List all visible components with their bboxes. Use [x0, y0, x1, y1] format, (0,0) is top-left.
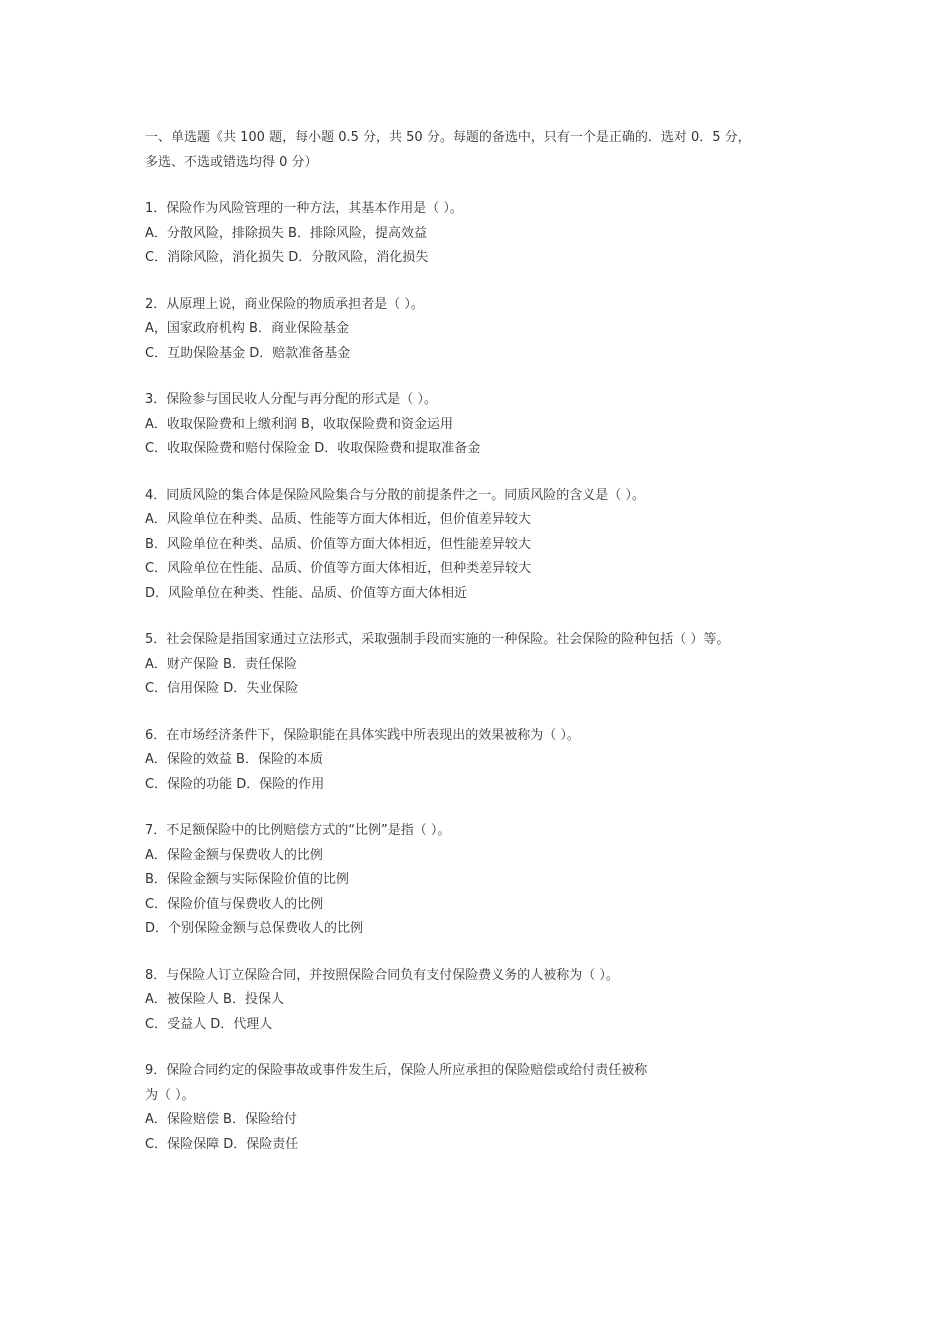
question-stem: 7．不足额保险中的比例赔偿方式的“比例”是指（ ）。: [145, 823, 451, 838]
question-option: C．收取保险费和赔付保险金 D．收取保险费和提取准备金: [145, 441, 481, 456]
question-option: C．保险价值与保费收人的比例: [145, 896, 324, 912]
question-stem: 8．与保险人订立保险合同，并按照保险合同负有支付保险费义务的人被称为（ ）。: [145, 967, 619, 983]
question-option: A，国家政府机构 B．商业保险基金: [145, 321, 349, 336]
question-stem: 6．在市场经济条件下，保险职能在具体实践中所表现出的效果被称为（ ）。: [145, 727, 580, 743]
intro-line-2: 多选、不选或错选均得 0 分）: [145, 154, 318, 170]
question-stem: 5．社会保险是指国家通过立法形式，采取强制手段而实施的一种保险。社会保险的险种包括（ ）等。: [145, 632, 730, 647]
question-2: [145, 293, 825, 367]
question-option: C．互助保险基金 D．赔款准备基金: [145, 345, 351, 361]
question-stem: 3．保险参与国民收人分配与再分配的形式是（ ）。: [145, 392, 437, 407]
question-4: [145, 484, 825, 607]
question-stem: 4．同质风险的集合体是保险风险集合与分散的前提条件之一。同质风险的含义是（ ）。: [145, 487, 645, 503]
question-option: A．被保险人 B．投保人: [145, 992, 284, 1007]
question-6: [145, 724, 825, 798]
question-option: C．信用保险 D．失业保险: [145, 681, 299, 696]
question-8: [145, 964, 825, 1038]
question-option: C．保险的功能 D．保险的作用: [145, 776, 325, 792]
question-option: B．风险单位在种类、品质、价值等方面大体相近，但性能差异较大: [145, 536, 531, 552]
question-option: C．保险保障 D．保险责任: [145, 1136, 299, 1152]
question-option: A．财产保险 B．责任保险: [145, 656, 297, 672]
question-option: D．个别保险金额与总保费收人的比例: [145, 921, 364, 936]
question-option: A．分散风险，排除损失 B．排除风险，提高效益: [145, 225, 427, 241]
question-option: A．风险单位在种类、品质、性能等方面大体相近，但价值差异较大: [145, 512, 531, 527]
intro-line-1: 一、单选题《共 100 题，每小题 0.5 分，共 50 分。每题的备选中，只有一个是正确的．选对 0．5 分，: [145, 130, 751, 145]
question-stem: 2．从原理上说，商业保险的物质承担者是（ ）。: [145, 296, 424, 312]
question-option: D．风险单位在种类、性能、品质、价值等方面大体相近: [145, 585, 468, 601]
question-option: B．保险金额与实际保险价值的比例: [145, 872, 349, 887]
question-option: A．保险的效益 B．保险的本质: [145, 752, 323, 767]
question-stem-continued: 为（ ）。: [145, 1087, 195, 1103]
question-5: [145, 628, 825, 702]
question-9: [145, 1059, 825, 1157]
question-option: A．收取保险费和上缴利润 B，收取保险费和资金运用: [145, 416, 453, 432]
question-option: A．保险金额与保费收人的比例: [145, 847, 323, 863]
question-stem: 9．保险合同约定的保险事故或事件发生后，保险人所应承担的保险赔偿或给付责任被称: [145, 1063, 648, 1078]
question-stem: 1．保险作为风险管理的一种方法，其基本作用是（ ）。: [145, 201, 463, 216]
question-option: A．保险赔偿 B．保险给付: [145, 1112, 297, 1127]
question-3: [145, 388, 825, 462]
question-option: C．受益人 D．代理人: [145, 1016, 273, 1032]
document-page: [145, 126, 825, 1179]
question-1: [145, 197, 825, 271]
question-option: C．消除风险，消化损失 D．分散风险，消化损失: [145, 250, 429, 265]
question-7: [145, 819, 825, 942]
section-intro: [145, 126, 825, 175]
question-option: C．风险单位在性能、品质、价值等方面大体相近，但种类差异较大: [145, 561, 532, 576]
